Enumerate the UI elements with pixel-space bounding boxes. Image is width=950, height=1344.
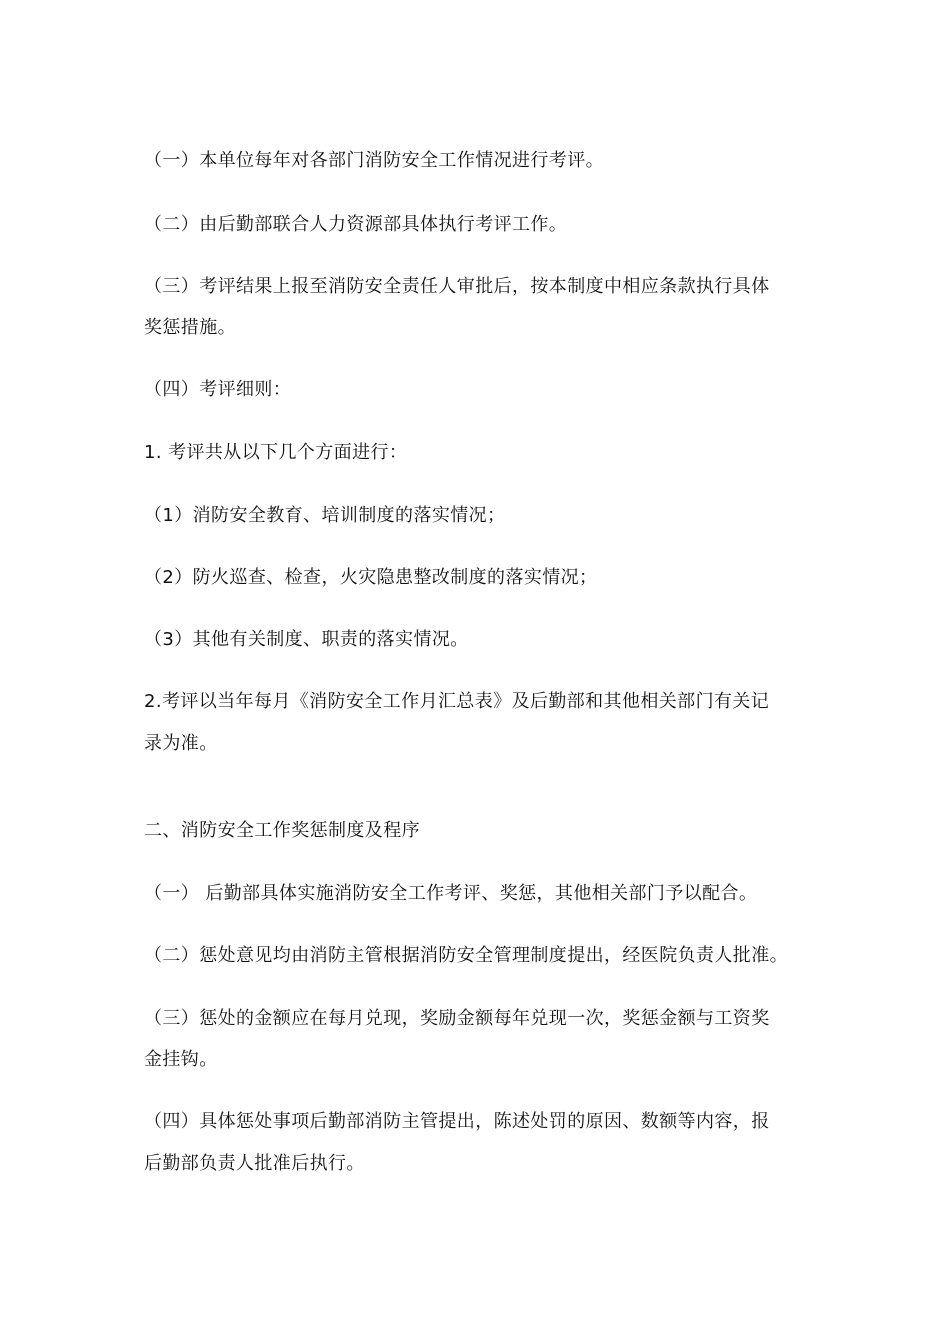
paragraph-line: （一）本单位每年对各部门消防安全工作情况进行考评。 xyxy=(144,150,604,171)
paragraph-line: （一） 后勤部具体实施消防安全工作考评、奖惩，其他相关部门予以配合。 xyxy=(144,883,758,904)
paragraph-line: （二）惩处意见均由消防主管根据消防安全管理制度提出，经医院负责人批准。 xyxy=(144,945,788,966)
paragraph-line: 1. 考评共从以下几个方面进行： xyxy=(144,442,408,463)
paragraph-line: （三）考评结果上报至消防安全责任人审批后，按本制度中相应条款执行具体 xyxy=(144,276,770,297)
paragraph-line: （四）考评细则： xyxy=(144,379,292,400)
paragraph-line: 后勤部负责人批准后执行。 xyxy=(144,1153,365,1174)
section-heading: 二、消防安全工作奖惩制度及程序 xyxy=(144,820,420,841)
paragraph-line: （3）其他有关制度、职责的落实情况。 xyxy=(144,629,469,650)
paragraph-line: 奖惩措施。 xyxy=(144,317,236,338)
paragraph-line: 2.考评以当年每月《消防安全工作月汇总表》及后勤部和其他相关部门有关记 xyxy=(144,691,770,712)
paragraph-line: （1）消防安全教育、培训制度的落实情况； xyxy=(144,505,506,526)
paragraph-line: （2）防火巡查、检查，火灾隐患整改制度的落实情况； xyxy=(144,567,598,588)
paragraph-line: （三）惩处的金额应在每月兑现，奖励金额每年兑现一次，奖惩金额与工资奖 xyxy=(144,1008,770,1029)
paragraph-line: 录为准。 xyxy=(144,733,218,754)
paragraph-line: 金挂钩。 xyxy=(144,1049,218,1070)
paragraph-line: （二）由后勤部联合人力资源部具体执行考评工作。 xyxy=(144,214,568,235)
paragraph-line: （四）具体惩处事项后勤部消防主管提出，陈述处罚的原因、数额等内容，报 xyxy=(144,1111,770,1132)
